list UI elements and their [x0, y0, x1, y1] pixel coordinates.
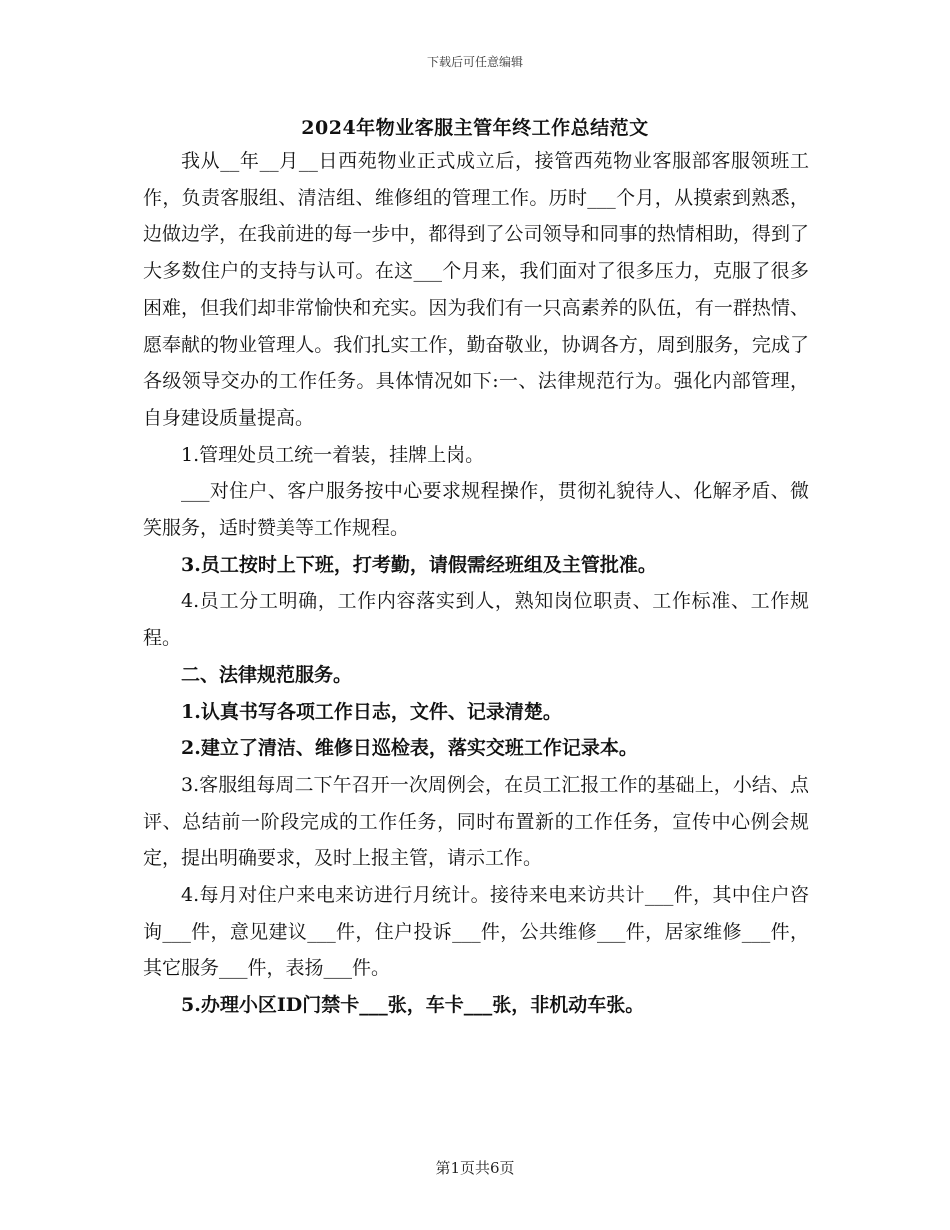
paragraph: 我从__年__月__日西苑物业正式成立后，接管西苑物业客服部客服领班工作，负责客服组、清洁组、维修组的管理工作。历时___个月，从摸索到熟悉，边做边学，在我前进的每一步中，都得到了公司领导和同事的热情相助，得到了大多数住户的支持与认可。在这___个月来，我们面对了很多压力，克服了很多困难，但我们却非常愉快和充实。因为我们有一只高素养的队伍，有一群热情、愿奉献的物业管理人。我们扎实工作，勤奋敬业，协调各方，周到服务，完成了各级领导交办的工作任务。具体情况如下:一、法律规范行为。强化内部管理，自身建设质量提高。 [143, 150, 809, 429]
paragraph: 3.员工按时上下班，打考勤，请假需经班组及主管批准。 [181, 553, 657, 576]
document-title: 2024年物业客服主管年终工作总结范文 [301, 117, 649, 139]
paragraph: 4.每月对住户来电来访进行月统计。接待来电来访共计___件，其中住户咨询___件，意见建议___件，住户投诉___件，公共维修___件，居家维修___件，其它服务___件，表扬___件。 [143, 884, 809, 980]
paragraph: 3.客服组每周二下午召开一次周例会，在员工汇报工作的基础上，小结、点评、总结前一阶段完成的工作任务，同时布置新的工作任务，宣传中心例会规定，提出明确要求，及时上报主管，请示工作。 [143, 773, 809, 870]
document-body [143, 143, 809, 1024]
paragraph: 2.建立了清洁、维修日巡检表，落实交班工作记录本。 [181, 737, 638, 760]
page-number: 第1页共6页 [435, 1159, 515, 1177]
paragraph: 4.员工分工明确，工作内容落实到人，熟知岗位职责、工作标准、工作规程。 [143, 590, 809, 650]
paragraph: 1.管理处员工统一着装，挂牌上岗。 [181, 443, 485, 466]
section-heading: 二、法律规范服务。 [181, 663, 353, 686]
paragraph: ___对住户、客户服务按中心要求规程操作，贯彻礼貌待人、化解矛盾、微笑服务，适时赞美等工作规程。 [143, 480, 809, 540]
paragraph: 5.办理小区ID门禁卡___张，车卡___张，非机动车张。 [181, 994, 645, 1017]
header-note: 下载后可任意编辑 [426, 55, 523, 69]
paragraph: 1.认真书写各项工作日志，文件、记录清楚。 [181, 700, 562, 723]
